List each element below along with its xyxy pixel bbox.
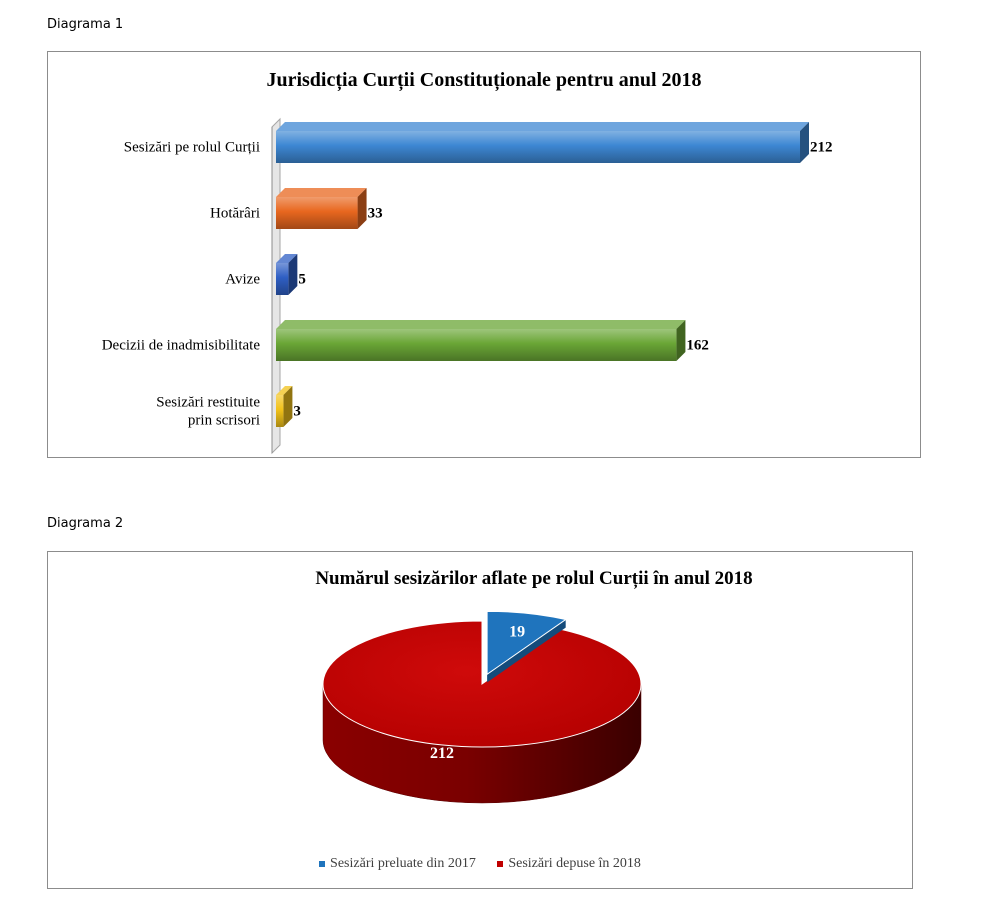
category-label: Decizii de inadmisibilitate [101, 337, 260, 354]
pie-chart-plot [48, 552, 914, 890]
legend-label-preluate: Sesizări preluate din 2017 [330, 856, 476, 871]
legend-swatch-blue [319, 861, 325, 867]
legend-label-depuse: Sesizări depuse în 2018 [508, 856, 641, 871]
bar-front-face [276, 395, 283, 427]
pie-legend [48, 856, 912, 872]
pie-slice-depuse-top [323, 621, 641, 747]
bar-front-face [276, 197, 358, 229]
bar-1 [276, 122, 809, 163]
bar-front-face [276, 329, 676, 361]
diagram-1-caption: Diagrama 1 [47, 17, 124, 32]
bar-value-label: 5 [298, 271, 306, 288]
bar-front-face [276, 263, 288, 295]
pie-chart-title: Numărul sesizărilor aflate pe rolul Curții în anul 2018 [315, 568, 753, 589]
bar-2 [276, 188, 367, 229]
bar-3 [276, 254, 297, 295]
bar-4 [276, 320, 685, 361]
bar-value-label: 162 [686, 337, 709, 354]
pie-label-preluate: 19 [509, 623, 526, 641]
bar-top-face [276, 320, 685, 329]
bar-chart-title: Jurisdicția Curții Constituționale pentru anul 2018 [266, 69, 702, 91]
category-label: Avize [225, 271, 260, 288]
category-label: prin scrisori [187, 412, 260, 429]
pie-chart-panel [47, 551, 913, 889]
bar-chart-panel [47, 51, 921, 458]
bar-chart-plot [48, 52, 922, 459]
category-label: Sesizări restituite [156, 394, 260, 411]
category-label: Sesizări pe rolul Curții [123, 139, 260, 156]
bar-value-label: 212 [810, 139, 833, 156]
legend-item-preluate [319, 856, 476, 872]
bar-value-label: 33 [367, 205, 383, 222]
category-label: Hotărâri [210, 205, 260, 222]
bar-top-face [276, 188, 367, 197]
pie-label-depuse: 212 [430, 745, 454, 762]
bar-front-face [276, 131, 800, 163]
diagram-2-caption: Diagrama 2 [47, 516, 124, 531]
bar-value-label: 3 [293, 403, 301, 420]
legend-swatch-red [497, 861, 503, 867]
bar-top-face [276, 122, 809, 131]
legend-item-depuse [497, 856, 641, 872]
